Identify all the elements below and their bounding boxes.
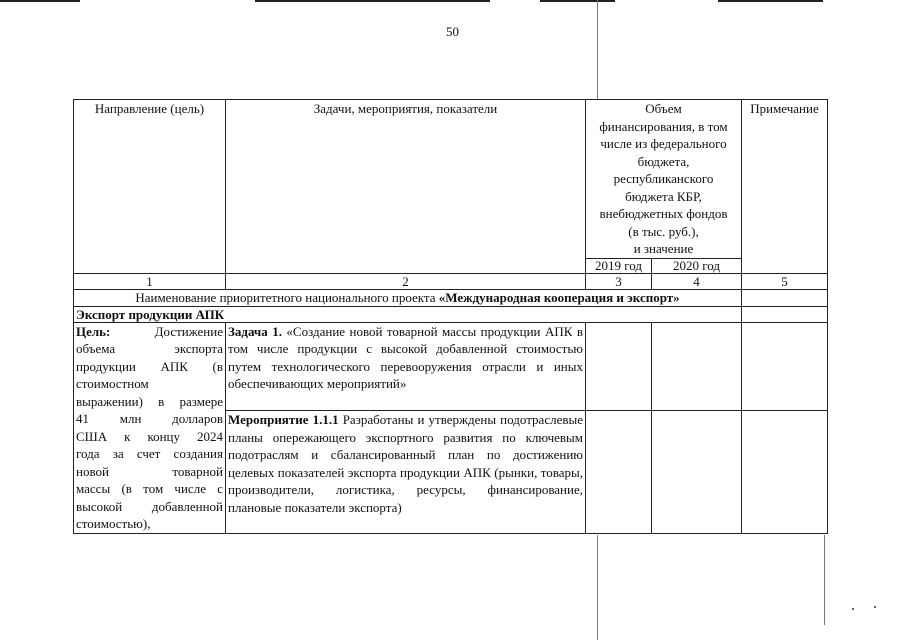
scan-edge-mark (718, 0, 823, 2)
task-value-2020 (652, 322, 742, 411)
event-label: Мероприятие 1.1.1 (228, 412, 339, 428)
scan-edge-mark (540, 0, 615, 2)
header-financing-line: бюджета КБР, (625, 188, 702, 204)
national-project-prefix: Наименование приоритетного национального проекта (135, 289, 439, 305)
national-project-note (742, 289, 828, 306)
scan-speck (874, 606, 876, 608)
header-year-2019: 2019 год (586, 258, 652, 273)
column-number: 1 (74, 273, 226, 289)
goal-line: выражении) в размере (76, 393, 223, 409)
goal-line: стоимостном (76, 376, 149, 391)
header-financing-line: бюджета, (637, 153, 690, 169)
section-title: Экспорт продукции АПК (74, 306, 742, 322)
task-note (742, 322, 828, 411)
scan-edge-mark (0, 0, 80, 2)
goal-line: новой товарной (76, 463, 223, 479)
goal-label: Цель: (76, 323, 111, 339)
header-financing-line: числе из федерального (600, 136, 727, 151)
task-label: Задача 1. (228, 323, 282, 339)
goal-line: США к концу 2024 (76, 428, 223, 444)
task-text: «Создание новой товарной массы продукции АПК в том числе продукции с высокой добавленной стоимостью путем технологического перевооружения отрасли и иных обеспечивающих мероприятий» (228, 323, 583, 391)
event-note (742, 411, 828, 533)
task-value-2019 (586, 322, 652, 411)
national-project-title: «Международная кооперация и экспорт» (438, 289, 680, 305)
section-note (742, 306, 828, 322)
scan-stray-line (824, 535, 825, 625)
national-project-row (74, 289, 828, 306)
goal-cell (74, 322, 226, 533)
header-tasks: Задачи, мероприятия, показатели (226, 100, 586, 274)
header-financing-line: и значение (633, 241, 694, 256)
task-cell (226, 322, 586, 411)
column-number: 5 (742, 273, 828, 289)
goal-line: стоимостью), (76, 516, 151, 531)
scan-speck (852, 608, 854, 610)
column-number: 4 (652, 273, 742, 289)
header-financing-line: Объем (645, 101, 682, 116)
scan-stray-line (597, 0, 598, 99)
task-row (74, 322, 828, 411)
header-financing-line: республиканского (613, 171, 714, 186)
financing-table (73, 99, 828, 534)
scan-edge-mark (255, 0, 490, 2)
header-financing-line: (в тыс. руб.), (628, 223, 699, 239)
event-value-2020 (652, 411, 742, 533)
national-project-name (74, 289, 742, 306)
goal-line: объема экспорта (76, 341, 223, 356)
header-financing-line: финансирования, в том (599, 118, 728, 134)
goal-line: Цель: Достижение (76, 323, 223, 339)
section-row (74, 306, 828, 322)
scan-stray-line (597, 535, 598, 640)
header-note: Примечание (742, 100, 828, 274)
goal-line: продукции АПК (в (76, 358, 223, 374)
header-financing-line: внебюджетных фондов (599, 206, 728, 221)
header-financing (586, 100, 742, 259)
event-value-2019 (586, 411, 652, 533)
goal-line: 41 млн долларов (76, 411, 223, 426)
header-year-2020: 2020 год (652, 258, 742, 273)
table-header-row (74, 100, 828, 259)
column-number: 2 (226, 273, 586, 289)
column-number: 3 (586, 273, 652, 289)
column-number-row (74, 273, 828, 289)
page-number: 50 (446, 24, 459, 39)
event-cell (226, 411, 586, 533)
goal-line: массы (в том числе с (76, 481, 223, 496)
goal-line: года за счет создания (76, 446, 223, 461)
goal-line: высокой добавленной (76, 498, 223, 514)
event-text: Разработаны и утверждены подотраслевые планы опережающего экспортного развития по ключевым подотраслям и сбалансированный план по достижению целевых показателей экспорта продукции АПК (рынки, товары, производители, логистика, ресурсы, финансирование, плановые показатели экспорта) (228, 412, 583, 515)
header-direction: Направление (цель) (74, 100, 226, 274)
